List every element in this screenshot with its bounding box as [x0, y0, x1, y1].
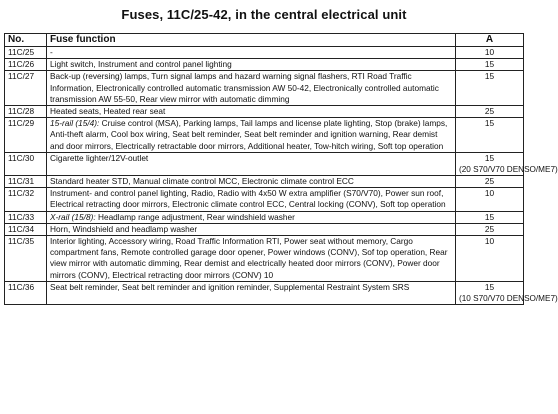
fuse-function-text: Instrument- and control panel lighting, Radio, Radio with 4x50 W extra amplifier (S70/V70), Power sun roof, Electrical retracting door mirrors, Electronic climate control ECC, Central locking (CONV), Soft top operation [50, 188, 446, 210]
table-row [5, 118, 524, 153]
fuse-function [47, 106, 456, 118]
amperage-value: 15 [484, 71, 495, 82]
fuse-number: 11C/26 [5, 59, 47, 71]
amperage-value: 15 [484, 118, 495, 129]
table-row [5, 152, 524, 175]
fuse-amperage [456, 211, 524, 223]
fuse-function-text: Standard heater STD, Manual climate control MCC, Electronic climate control ECC [50, 176, 354, 187]
amperage-note: (10 S70/V70 DENSO/ME7) [459, 294, 558, 304]
fuse-function-text: Heated seats, Heated rear seat [50, 106, 166, 117]
fuse-function [47, 152, 456, 175]
fuse-function [47, 211, 456, 223]
amperage-value: 15 [484, 59, 495, 70]
amperage-value: 15 [484, 281, 495, 292]
fuse-number: 11C/25 [5, 47, 47, 59]
fuse-amperage [456, 59, 524, 71]
column-header-no: No. [5, 34, 47, 47]
amperage-value: 15 [484, 211, 495, 222]
fuse-amperage [456, 281, 558, 304]
fuse-function [47, 176, 456, 188]
fuse-number: 11C/28 [5, 106, 47, 118]
rail-prefix: X-rail (15/8): [50, 211, 96, 222]
fuse-function [47, 59, 456, 71]
fuse-number: 11C/33 [5, 211, 47, 223]
table-row [5, 59, 524, 71]
fuse-amperage [456, 236, 524, 282]
amperage-value: 10 [484, 236, 495, 247]
fuse-amperage [456, 152, 558, 175]
fuse-amperage [456, 47, 524, 59]
amperage-value: 10 [484, 47, 495, 57]
fuse-function [47, 188, 456, 211]
fuse-function-text: Seat belt reminder, Seat belt reminder and ignition reminder, Supplemental Restraint System SRS [50, 281, 410, 292]
table-row [5, 71, 524, 106]
fuse-function-text: Interior lighting, Accessory wiring, Road Traffic Information RTI, Power seat without memory, Cargo compartment fans, Remote controlled garage door opener, Power windows (CONV), Sof top operation, Rear view mirror with automatic dimming, Rear demist and electrically heated door mirrors (CONV), Power door mirrors (CONV), Electrical retracting door mirrors (CONV) 10 [50, 236, 448, 280]
fuse-number: 11C/34 [5, 223, 47, 235]
fuse-function [47, 118, 456, 153]
fuse-function [47, 71, 456, 106]
amperage-value: 25 [484, 106, 495, 117]
table-row [5, 223, 524, 235]
fuse-function-text: Light switch, Instrument and control panel lighting [50, 59, 232, 70]
fuse-function-text: Cigarette lighter/12V-outlet [50, 152, 149, 163]
fuse-function-text: Cruise control (MSA), Parking lamps, Tail lamps and license plate lighting, Stop (brake) lamps, Anti-theft alarm, Cool box wiring, Seat belt reminder, Seat belt reminder and ignition warning, Rear demist and door mirrors, Electrically retractable door mirrors, Additional heater, Tow-hitch wiring, Soft top operation [50, 118, 448, 151]
table-row [5, 176, 524, 188]
column-header-function: Fuse function [47, 34, 456, 47]
fuse-amperage [456, 188, 524, 211]
fuse-function-text: Horn, Windshield and headlamp washer [50, 223, 198, 234]
table-row [5, 106, 524, 118]
fuse-function-text: Headlamp range adjustment, Rear windshield washer [95, 211, 295, 222]
column-header-amp: A [456, 34, 524, 47]
fuse-number: 11C/27 [5, 71, 47, 106]
amperage-note: (20 S70/V70 DENSO/ME7) [459, 165, 558, 175]
amperage-value: 25 [484, 176, 495, 187]
fuse-amperage [456, 106, 524, 118]
header-row [5, 34, 524, 47]
rail-prefix: 15-rail (15/4): [50, 118, 100, 129]
fuse-number: 11C/32 [5, 188, 47, 211]
fuse-amperage [456, 176, 524, 188]
fuse-function [47, 47, 456, 59]
fuse-function-text: - [50, 47, 53, 57]
fuse-number: 11C/29 [5, 118, 47, 153]
fuse-function [47, 223, 456, 235]
fuse-function [47, 236, 456, 282]
fuse-amperage [456, 118, 524, 153]
table-row [5, 47, 524, 59]
fuse-number: 11C/36 [5, 281, 47, 304]
fuse-table [4, 33, 558, 305]
fuse-function [47, 281, 456, 304]
table-row [5, 281, 524, 304]
amperage-value: 25 [484, 223, 495, 234]
fuse-number: 11C/30 [5, 152, 47, 175]
fuse-amperage [456, 223, 524, 235]
table-row [5, 188, 524, 211]
fuse-function-text: Back-up (reversing) lamps, Turn signal lamps and hazard warning signal flashers, RTI Road Traffic Information, Electronically controlled automatic transmission AW 50-42, Electronically controlled automatic transmission AW 55-50, Rear view mirror with automatic dimming [50, 71, 439, 104]
table-row [5, 211, 524, 223]
fuse-number: 11C/31 [5, 176, 47, 188]
table-row [5, 236, 524, 282]
page-title: Fuses, 11C/25-42, in the central electrical unit [121, 7, 407, 22]
amperage-value: 10 [484, 188, 495, 199]
fuse-number: 11C/35 [5, 236, 47, 282]
fuse-amperage [456, 71, 524, 106]
amperage-value: 15 [484, 152, 495, 163]
